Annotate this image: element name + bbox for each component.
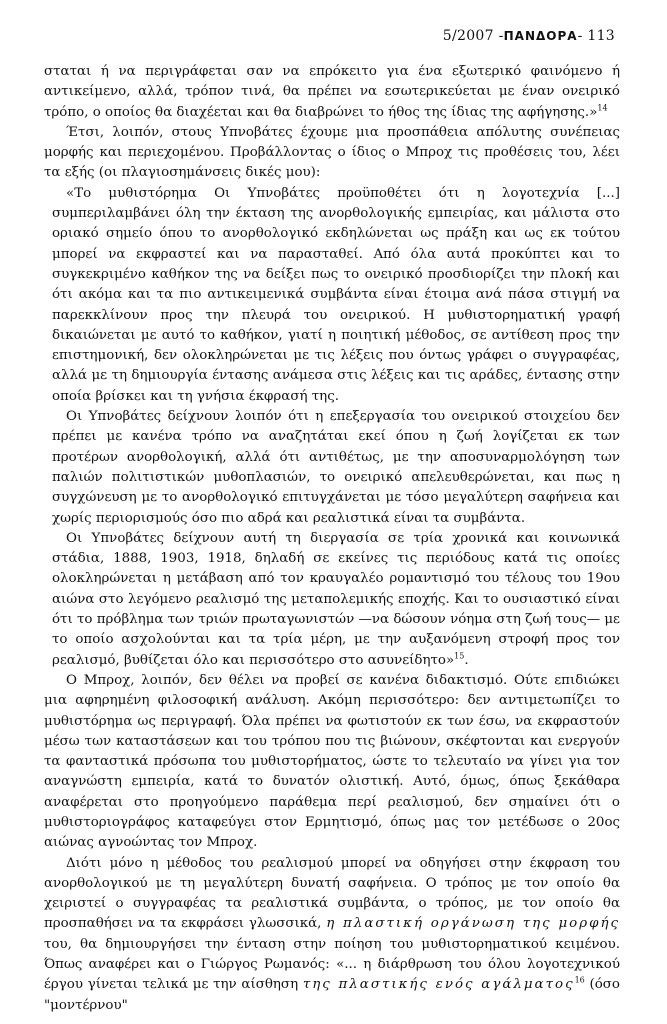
- running-header: [443, 28, 615, 44]
- footnote-ref-15: 15: [454, 651, 465, 661]
- paragraph: Ο Μπροχ, λοιπόν, δεν θέλει να προβεί σε κανένα διδακτισμό. Ούτε επιδιώκει μια αφηρημένη φιλοσοφική ανάλυση. Ακόμη περισσότερο: δεν αντιμετωπίζει το μυθιστόρημα ως περιγραφή. Όλα πρέπει να φωτιστούν εκ των έσω, να εκφραστούν μέσω των καταστάσεων και του τρόπου που τις βιώνουν, σκέφτονται και ενεργούν τα φανταστικά πρόσωπα του μυθιστορήματος, ώστε το τελευταίο να γίνει για τον αναγνώστη εμπειρία, κατά το δυνατόν ολιστική. Αυτό, όμως, όπως ξεκάθαρα αναφέρεται στο προηγούμενο παράθεμα περί ρεαλισμού, δεν σημαίνει ότι ο μυθιστοριογράφος καταφεύγει στον Ερμητισμό, όπως μας τον μετέδωσε ο 20ος αιώνας αγνοώντας τον Μπροχ.: [44, 672, 620, 851]
- page-number: - 113: [577, 28, 615, 44]
- paragraph: Έτσι, λοιπόν, στους Υπνοβάτες έχουμε μια προσπάθεια απόλυτης συνέπειας μορφής και περιεχομένου. Προβάλλοντας ο ίδιος ο Μπροχ τις προθέσεις του, λέει τα εξής (οι πλαγιοσημάνσεις δικές μου):: [44, 124, 620, 181]
- header-separator: -: [498, 28, 504, 44]
- footnote-ref-14: 14: [597, 103, 608, 113]
- block-quote: Οι Υπνοβάτες δείχνουν αυτή τη διεργασία σε τρία χρονικά και κοινωνικά στάδια, 1888, 1903, 1918, δηλαδή σε εκείνες τις περιόδους κατά τις οποίες ολοκληρώνεται η μετάβαση από τον κραυγαλέο ρομαντισμό του τέλους του 19ου αιώνα στο λεγόμενο ρεαλισμό της μεταπολεμικής εποχής. Και το ουσιαστικό είναι ότι το πρόβλημα των τριών πρωταγωνιστών —να δώσουν νόημα στη ζωή τους— με το οποίο ασχολούνται και τα τρία μέρη, με την αυξανόμενη στροφή προς τον ρεαλισμό, βυθίζεται όλο και περισσότερο στο ασυνείδητο»$^{15}$.: [52, 530, 620, 668]
- block-quote: «Το μυθιστόρημα Οι Υπνοβάτες προϋποθέτει ότι η λογοτεχνία [...] συμπεριλαμβάνει όλη την έκταση της ανορθολογικής εμπειρίας, και μάλιστα στο οριακό σημείο όπου το ανορθολογικό εκδηλώνεται ως πράξη και ως εκ τούτου μπορεί να εκφραστεί και να παρασταθεί. Από όλα αυτά προκύπτει και το συγκεκριμένο καθήκον της να δείξει πως το ονειρικό προσδιορίζει την πλοκή και ότι ακόμα και τα πιο αντικειμενικά συμβάντα είναι έτοιμα ανά πάσα στιγμή να παρεκκλίνουν προς την πλευρά του ονειρικού. Η μυθιστορηματική γραφή δικαιώνεται με αυτό το καθήκον, γιατί η ποιητική μέθοδος, σε αντίθεση προς την επιστημονική, δεν ολοκληρώνεται με τις λέξεις που όντως γράφει ο συγγραφέας, αλλά με τη δημιουργία έντασης ανάμεσα στις λέξεις και τις αράδες, έντασης στην οποία βρίσκει και τη γνήσια έκφρασή της.: [52, 185, 620, 404]
- paragraph-continued: σταται ή να περιγράφεται σαν να επρόκειτο για ένα εξωτερικό φαινόμενο ή αντικείμενο, αλλά, τρόπον τινά, θα πρέπει να εσωτερικεύεται με έναν ονειρικό τρόπο, ο οποίος θα διαχέεται και θα διαβρώνει το ήθος της ίδιας της αφήγησης.»$^{14}$: [44, 64, 620, 120]
- footnote-ref-16: 16: [574, 975, 585, 985]
- spaced-emphasis: της πλαστικής ενός αγάλματος: [302, 977, 575, 993]
- spaced-emphasis: η πλαστική οργάνωση της μορφής: [326, 916, 620, 932]
- journal-title: ΠΑΝΔΟΡΑ: [503, 29, 578, 43]
- block-quote: Οι Υπνοβάτες δείχνουν λοιπόν ότι η επεξεργασία του ονειρικού στοιχείου δεν πρέπει με κανένα τρόπο να αναζητάται εκεί όπου η ζωή λογίζεται εκ των προτέρων ανορθολογική, αλλά ότι αντιθέτως, με την αποσυναρμολόγηση των παλιών πολιτιστικών μυθοπλασιών, το ονειρικό απελευθερώνεται, και πως η συγχώνευση με το ανορθολογικό επιτυγχάνεται με τόσο μεγαλύτερη σαφήνεια και χωρίς περιορισμούς όσο πιο αδρά και ρεαλιστικά είναι τα συμβάντα.: [52, 409, 620, 526]
- paragraph: Διότι μόνο η μέθοδος του ρεαλισμού μπορεί να οδηγήσει στην έκφραση του ανορθολογικού με τη μεγαλύτερη δυνατή σαφήνεια. Ο τρόπος με τον οποίο θα χειριστεί ο συγγραφέας τα ρεαλιστικά συμβάντα, ο τρόπος, με τον οποίο θα προσπαθήσει να τα εκφράσει γλωσσικά, η πλαστική οργάνωση της μορφής του, θα δημιουργήσει την ένταση στην ποίηση του μυθιστορηματικού κειμένου. Όπως αναφέρει και ο Γιώργος Ρωμανός: «... η διάρθρωση του όλου λογοτεχνικού έργου γίνεται τελικά με την αίσθηση της πλαστικής ενός αγάλματος$^{16}$ (όσο "μοντέρνου": [44, 855, 620, 1013]
- body-text: [44, 62, 620, 1016]
- issue-number: 5/2007: [442, 28, 494, 44]
